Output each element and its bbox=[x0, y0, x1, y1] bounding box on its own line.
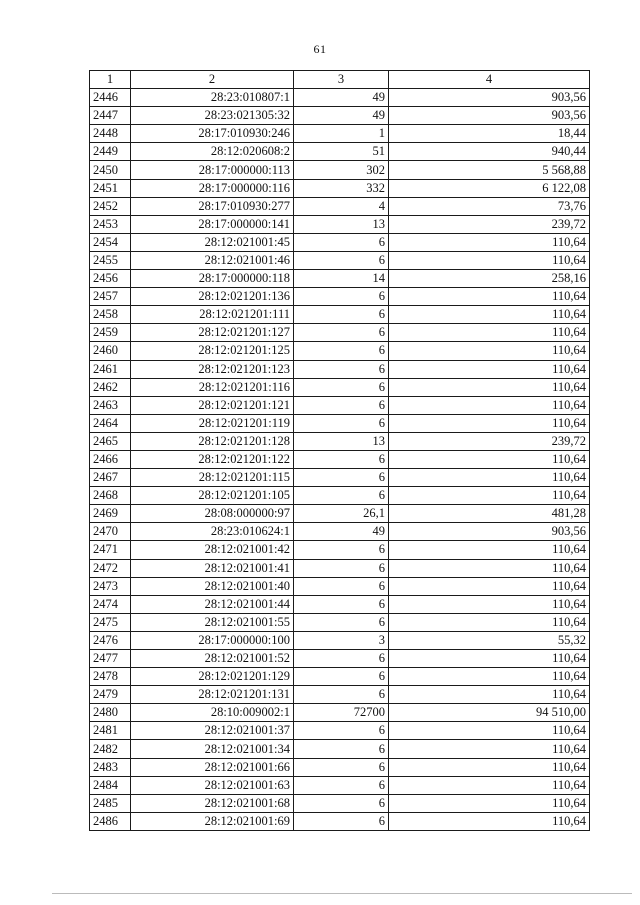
table-cell-col-2: 28:12:021001:69 bbox=[131, 812, 294, 830]
table-cell-col-1: 2472 bbox=[90, 559, 131, 577]
table-cell-col-4: 903,56 bbox=[389, 89, 590, 107]
table-cell-col-4: 94 510,00 bbox=[389, 704, 590, 722]
table-row bbox=[90, 812, 590, 830]
table-row bbox=[90, 595, 590, 613]
table-cell-col-4: 110,64 bbox=[389, 758, 590, 776]
table-cell-col-1: 2469 bbox=[90, 505, 131, 523]
table-cell-col-3: 6 bbox=[294, 686, 389, 704]
table-cell-col-1: 2460 bbox=[90, 342, 131, 360]
table-row bbox=[90, 776, 590, 794]
table-cell-col-2: 28:10:009002:1 bbox=[131, 704, 294, 722]
table-row bbox=[90, 396, 590, 414]
table-cell-col-3: 6 bbox=[294, 776, 389, 794]
table-cell-col-3: 6 bbox=[294, 613, 389, 631]
table-row bbox=[90, 740, 590, 758]
table-cell-col-3: 1 bbox=[294, 125, 389, 143]
table-cell-col-2: 28:12:021201:119 bbox=[131, 414, 294, 432]
table-cell-col-2: 28:12:021201:131 bbox=[131, 686, 294, 704]
table-row bbox=[90, 179, 590, 197]
table-cell-col-1: 2453 bbox=[90, 215, 131, 233]
table-row bbox=[90, 125, 590, 143]
table-cell-col-4: 110,64 bbox=[389, 450, 590, 468]
table-cell-col-2: 28:23:021305:32 bbox=[131, 107, 294, 125]
table-cell-col-4: 110,64 bbox=[389, 541, 590, 559]
table-cell-col-4: 110,64 bbox=[389, 668, 590, 686]
table-cell-col-1: 2467 bbox=[90, 469, 131, 487]
table-cell-col-1: 2446 bbox=[90, 89, 131, 107]
table-cell-col-3: 6 bbox=[294, 360, 389, 378]
table-cell-col-1: 2485 bbox=[90, 794, 131, 812]
table-row bbox=[90, 342, 590, 360]
table-cell-col-4: 18,44 bbox=[389, 125, 590, 143]
table-cell-col-2: 28:12:021001:42 bbox=[131, 541, 294, 559]
table-row bbox=[90, 288, 590, 306]
table-cell-col-3: 49 bbox=[294, 107, 389, 125]
table-row bbox=[90, 251, 590, 269]
table-cell-col-4: 940,44 bbox=[389, 143, 590, 161]
table-cell-col-1: 2473 bbox=[90, 577, 131, 595]
table-cell-col-1: 2447 bbox=[90, 107, 131, 125]
table-cell-col-1: 2475 bbox=[90, 613, 131, 631]
column-header-3: 3 bbox=[294, 71, 389, 89]
table-cell-col-2: 28:12:020608:2 bbox=[131, 143, 294, 161]
table-cell-col-1: 2465 bbox=[90, 432, 131, 450]
table-cell-col-3: 6 bbox=[294, 469, 389, 487]
table-cell-col-3: 332 bbox=[294, 179, 389, 197]
table-cell-col-1: 2484 bbox=[90, 776, 131, 794]
table-cell-col-3: 6 bbox=[294, 378, 389, 396]
table-cell-col-2: 28:12:021201:127 bbox=[131, 324, 294, 342]
table-cell-col-2: 28:12:021201:125 bbox=[131, 342, 294, 360]
table-cell-col-4: 110,64 bbox=[389, 812, 590, 830]
table-cell-col-2: 28:12:021001:34 bbox=[131, 740, 294, 758]
table-cell-col-3: 6 bbox=[294, 450, 389, 468]
table-cell-col-4: 110,64 bbox=[389, 650, 590, 668]
table-cell-col-4: 6 122,08 bbox=[389, 179, 590, 197]
table-cell-col-2: 28:12:021201:105 bbox=[131, 487, 294, 505]
table-cell-col-1: 2451 bbox=[90, 179, 131, 197]
table-cell-col-4: 110,64 bbox=[389, 686, 590, 704]
table-row bbox=[90, 631, 590, 649]
table-cell-col-3: 6 bbox=[294, 740, 389, 758]
table-cell-col-1: 2456 bbox=[90, 270, 131, 288]
table-cell-col-1: 2468 bbox=[90, 487, 131, 505]
table-cell-col-3: 6 bbox=[294, 233, 389, 251]
table-cell-col-3: 13 bbox=[294, 432, 389, 450]
table-cell-col-4: 110,64 bbox=[389, 378, 590, 396]
table-cell-col-3: 13 bbox=[294, 215, 389, 233]
table-cell-col-1: 2480 bbox=[90, 704, 131, 722]
table-cell-col-2: 28:12:021201:128 bbox=[131, 432, 294, 450]
table-cell-col-2: 28:17:000000:100 bbox=[131, 631, 294, 649]
table-row bbox=[90, 270, 590, 288]
table-row bbox=[90, 324, 590, 342]
table-cell-col-2: 28:12:021001:52 bbox=[131, 650, 294, 668]
table-cell-col-4: 110,64 bbox=[389, 577, 590, 595]
table-cell-col-1: 2470 bbox=[90, 523, 131, 541]
table-cell-col-4: 110,64 bbox=[389, 469, 590, 487]
table-cell-col-1: 2476 bbox=[90, 631, 131, 649]
table-row bbox=[90, 487, 590, 505]
table-cell-col-2: 28:23:010624:1 bbox=[131, 523, 294, 541]
table-cell-col-3: 6 bbox=[294, 722, 389, 740]
table-cell-col-2: 28:08:000000:97 bbox=[131, 505, 294, 523]
table-cell-col-2: 28:12:021001:44 bbox=[131, 595, 294, 613]
table-cell-col-3: 6 bbox=[294, 306, 389, 324]
data-table bbox=[89, 70, 590, 831]
table-cell-col-2: 28:17:000000:141 bbox=[131, 215, 294, 233]
table-row bbox=[90, 758, 590, 776]
table-cell-col-4: 110,64 bbox=[389, 342, 590, 360]
table-cell-col-1: 2452 bbox=[90, 197, 131, 215]
table-cell-col-4: 110,64 bbox=[389, 414, 590, 432]
table-cell-col-2: 28:12:021201:123 bbox=[131, 360, 294, 378]
table-cell-col-2: 28:17:000000:116 bbox=[131, 179, 294, 197]
table-row bbox=[90, 197, 590, 215]
table-cell-col-4: 239,72 bbox=[389, 215, 590, 233]
table-cell-col-2: 28:17:000000:118 bbox=[131, 270, 294, 288]
table-row bbox=[90, 650, 590, 668]
table-cell-col-3: 51 bbox=[294, 143, 389, 161]
table-cell-col-4: 110,64 bbox=[389, 251, 590, 269]
table-row bbox=[90, 306, 590, 324]
table-cell-col-3: 302 bbox=[294, 161, 389, 179]
table-row bbox=[90, 414, 590, 432]
table-cell-col-2: 28:12:021001:55 bbox=[131, 613, 294, 631]
table-row bbox=[90, 722, 590, 740]
table-cell-col-2: 28:12:021001:45 bbox=[131, 233, 294, 251]
table-cell-col-1: 2466 bbox=[90, 450, 131, 468]
table-cell-col-3: 14 bbox=[294, 270, 389, 288]
column-header-1: 1 bbox=[90, 71, 131, 89]
table-cell-col-3: 6 bbox=[294, 251, 389, 269]
table-cell-col-4: 110,64 bbox=[389, 396, 590, 414]
table-cell-col-1: 2461 bbox=[90, 360, 131, 378]
page-bottom-rule bbox=[52, 893, 632, 894]
table-cell-col-4: 110,64 bbox=[389, 776, 590, 794]
table-cell-col-1: 2463 bbox=[90, 396, 131, 414]
table-row bbox=[90, 107, 590, 125]
table-cell-col-4: 73,76 bbox=[389, 197, 590, 215]
table-cell-col-1: 2474 bbox=[90, 595, 131, 613]
table-row bbox=[90, 505, 590, 523]
table-cell-col-3: 6 bbox=[294, 396, 389, 414]
table-cell-col-2: 28:12:021201:111 bbox=[131, 306, 294, 324]
table-cell-col-1: 2483 bbox=[90, 758, 131, 776]
table-cell-col-2: 28:12:021201:136 bbox=[131, 288, 294, 306]
table-row bbox=[90, 432, 590, 450]
table-cell-col-4: 110,64 bbox=[389, 233, 590, 251]
table-cell-col-4: 110,64 bbox=[389, 360, 590, 378]
table-cell-col-2: 28:23:010807:1 bbox=[131, 89, 294, 107]
table-cell-col-2: 28:12:021001:41 bbox=[131, 559, 294, 577]
page-number: 61 bbox=[313, 42, 327, 56]
column-header-2: 2 bbox=[131, 71, 294, 89]
table-row bbox=[90, 89, 590, 107]
table-cell-col-3: 6 bbox=[294, 650, 389, 668]
table-cell-col-2: 28:12:021001:68 bbox=[131, 794, 294, 812]
table-cell-col-4: 110,64 bbox=[389, 722, 590, 740]
table-cell-col-1: 2478 bbox=[90, 668, 131, 686]
table-cell-col-4: 55,32 bbox=[389, 631, 590, 649]
table-cell-col-2: 28:12:021201:116 bbox=[131, 378, 294, 396]
table-cell-col-1: 2449 bbox=[90, 143, 131, 161]
table-cell-col-1: 2482 bbox=[90, 740, 131, 758]
table-cell-col-1: 2471 bbox=[90, 541, 131, 559]
table-cell-col-1: 2479 bbox=[90, 686, 131, 704]
table-row bbox=[90, 704, 590, 722]
table-row bbox=[90, 215, 590, 233]
table-cell-col-1: 2448 bbox=[90, 125, 131, 143]
table-cell-col-3: 6 bbox=[294, 595, 389, 613]
table-cell-col-3: 6 bbox=[294, 577, 389, 595]
table-cell-col-2: 28:12:021201:121 bbox=[131, 396, 294, 414]
table-row bbox=[90, 668, 590, 686]
table-cell-col-3: 49 bbox=[294, 523, 389, 541]
table-cell-col-3: 6 bbox=[294, 487, 389, 505]
table-cell-col-3: 6 bbox=[294, 342, 389, 360]
table-row bbox=[90, 233, 590, 251]
table-cell-col-2: 28:12:021201:129 bbox=[131, 668, 294, 686]
table-cell-col-2: 28:17:010930:277 bbox=[131, 197, 294, 215]
table-cell-col-4: 110,64 bbox=[389, 324, 590, 342]
table-cell-col-1: 2462 bbox=[90, 378, 131, 396]
table-cell-col-3: 26,1 bbox=[294, 505, 389, 523]
table-cell-col-1: 2464 bbox=[90, 414, 131, 432]
table-cell-col-2: 28:12:021201:115 bbox=[131, 469, 294, 487]
table-body bbox=[90, 89, 590, 831]
table-cell-col-1: 2486 bbox=[90, 812, 131, 830]
table-cell-col-4: 258,16 bbox=[389, 270, 590, 288]
table-row bbox=[90, 686, 590, 704]
table-cell-col-4: 110,64 bbox=[389, 595, 590, 613]
table-cell-col-3: 6 bbox=[294, 324, 389, 342]
header-row bbox=[90, 71, 590, 89]
table-cell-col-3: 49 bbox=[294, 89, 389, 107]
table-cell-col-4: 110,64 bbox=[389, 306, 590, 324]
table-cell-col-3: 72700 bbox=[294, 704, 389, 722]
table-cell-col-1: 2455 bbox=[90, 251, 131, 269]
table-cell-col-1: 2454 bbox=[90, 233, 131, 251]
table-cell-col-3: 6 bbox=[294, 668, 389, 686]
table-cell-col-3: 6 bbox=[294, 414, 389, 432]
table-row bbox=[90, 559, 590, 577]
table-cell-col-1: 2481 bbox=[90, 722, 131, 740]
table-cell-col-3: 6 bbox=[294, 288, 389, 306]
table-header bbox=[90, 71, 590, 89]
table-cell-col-1: 2457 bbox=[90, 288, 131, 306]
table-cell-col-1: 2450 bbox=[90, 161, 131, 179]
table-row bbox=[90, 378, 590, 396]
table-row bbox=[90, 360, 590, 378]
table-cell-col-2: 28:17:000000:113 bbox=[131, 161, 294, 179]
table-cell-col-1: 2458 bbox=[90, 306, 131, 324]
table-cell-col-4: 5 568,88 bbox=[389, 161, 590, 179]
table-cell-col-1: 2459 bbox=[90, 324, 131, 342]
table-row bbox=[90, 161, 590, 179]
table-cell-col-1: 2477 bbox=[90, 650, 131, 668]
table-cell-col-3: 6 bbox=[294, 812, 389, 830]
table-cell-col-4: 903,56 bbox=[389, 523, 590, 541]
table-cell-col-2: 28:12:021001:46 bbox=[131, 251, 294, 269]
table-cell-col-2: 28:17:010930:246 bbox=[131, 125, 294, 143]
table-cell-col-2: 28:12:021001:63 bbox=[131, 776, 294, 794]
table-cell-col-3: 6 bbox=[294, 758, 389, 776]
table-row bbox=[90, 143, 590, 161]
table-cell-col-2: 28:12:021201:122 bbox=[131, 450, 294, 468]
table-cell-col-4: 903,56 bbox=[389, 107, 590, 125]
table-cell-col-4: 110,64 bbox=[389, 613, 590, 631]
table-cell-col-4: 110,64 bbox=[389, 794, 590, 812]
table-cell-col-4: 110,64 bbox=[389, 740, 590, 758]
table-cell-col-3: 6 bbox=[294, 541, 389, 559]
table-cell-col-2: 28:12:021001:40 bbox=[131, 577, 294, 595]
table-row bbox=[90, 541, 590, 559]
table-cell-col-4: 110,64 bbox=[389, 288, 590, 306]
table-cell-col-4: 239,72 bbox=[389, 432, 590, 450]
table-cell-col-3: 6 bbox=[294, 559, 389, 577]
table-row bbox=[90, 794, 590, 812]
table-cell-col-2: 28:12:021001:66 bbox=[131, 758, 294, 776]
table-row bbox=[90, 469, 590, 487]
table-row bbox=[90, 577, 590, 595]
table-cell-col-4: 110,64 bbox=[389, 559, 590, 577]
table-cell-col-3: 6 bbox=[294, 794, 389, 812]
table-row bbox=[90, 450, 590, 468]
table-cell-col-3: 4 bbox=[294, 197, 389, 215]
table-cell-col-4: 481,28 bbox=[389, 505, 590, 523]
table-cell-col-3: 3 bbox=[294, 631, 389, 649]
table-cell-col-4: 110,64 bbox=[389, 487, 590, 505]
table-row bbox=[90, 523, 590, 541]
column-header-4: 4 bbox=[389, 71, 590, 89]
table-row bbox=[90, 613, 590, 631]
table-cell-col-2: 28:12:021001:37 bbox=[131, 722, 294, 740]
